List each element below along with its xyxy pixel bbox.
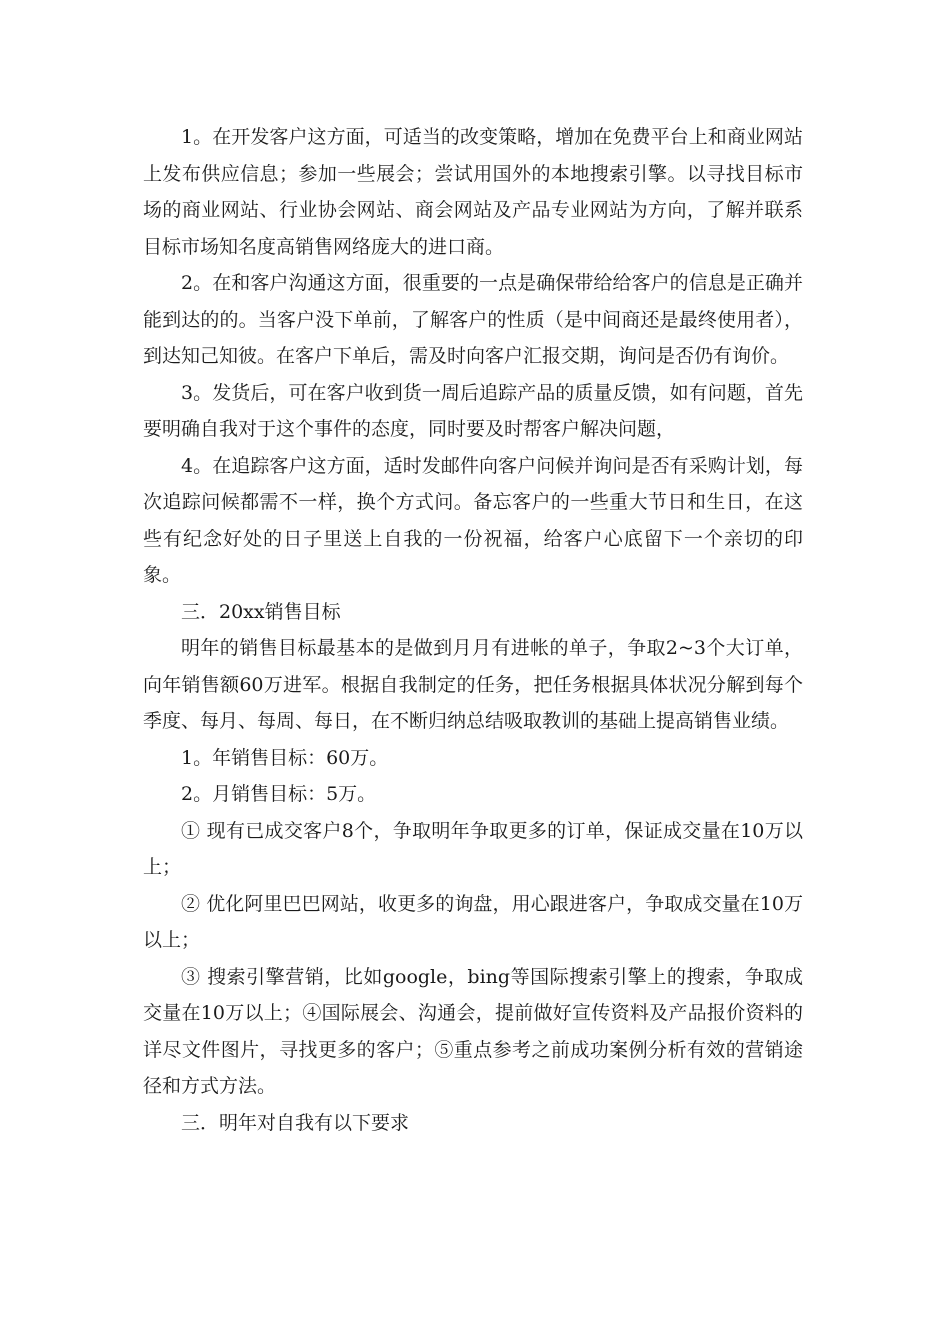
paragraph-annual-target: 1。年销售目标：60万。 <box>181 746 389 769</box>
document-body <box>143 119 803 1141</box>
paragraph-sales-target-intro: 明年的销售目标最基本的是做到月月有进帐的单子，争取2~3个大订单，向年销售额60万进军。根据自我制定的任务，把任务根据具体状况分解到每个季度、每月、每周、每日，在不断归纳总结吸取教训的基础上提高销售业绩。 <box>143 637 803 732</box>
paragraph-develop-customers: 1。在开发客户这方面，可适当的改变策略，增加在免费平台上和商业网站上发布供应信息；参加一些展会；尝试用国外的本地搜索引擎。以寻找目标市场的商业网站、行业协会网站、商会网站及产品专业网站为方向，了解并联系目标市场知名度高销售网络庞大的进口商。 <box>143 126 803 258</box>
section-heading-self-requirements: 三．明年对自我有以下要求 <box>181 1111 410 1134</box>
list-item-alibaba-optimization: ② 优化阿里巴巴网站，收更多的询盘，用心跟进客户，争取成交量在10万以上； <box>143 892 803 951</box>
section-heading-sales-target: 三．20xx销售目标 <box>181 600 341 623</box>
list-item-search-engine-marketing: ③ 搜索引擎营销，比如google，bing等国际搜索引擎上的搜索，争取成交量在10万以上；④国际展会、沟通会，提前做好宣传资料及产品报价资料的详尽文件图片，寻找更多的客户；⑤重点参考之前成功案例分析有效的营销途径和方式方法。 <box>143 965 803 1097</box>
list-item-existing-customers: ① 现有已成交客户8个，争取明年争取更多的订单，保证成交量在10万以上； <box>143 819 803 878</box>
paragraph-track-customers: 4。在追踪客户这方面，适时发邮件向客户问候并询问是否有采购计划，每次追踪问候都需不一样，换个方式问。备忘客户的一些重大节日和生日，在这些有纪念好处的日子里送上自我的一份祝福，给客户心底留下一个亲切的印象。 <box>143 454 803 586</box>
paragraph-monthly-target: 2。月销售目标：5万。 <box>181 783 377 805</box>
paragraph-communicate-customers: 2。在和客户沟通这方面，很重要的一点是确保带给给客户的信息是正确并能到达的的。当客户没下单前，了解客户的性质（是中间商还是最终使用者），到达知己知彼。在客户下单后，需及时向客户汇报交期，询问是否仍有询价。 <box>143 272 803 367</box>
paragraph-after-shipment: 3。发货后，可在客户收到货一周后追踪产品的质量反馈，如有问题，首先要明确自我对于这个事件的态度，同时要及时帮客户解决问题， <box>143 381 803 440</box>
